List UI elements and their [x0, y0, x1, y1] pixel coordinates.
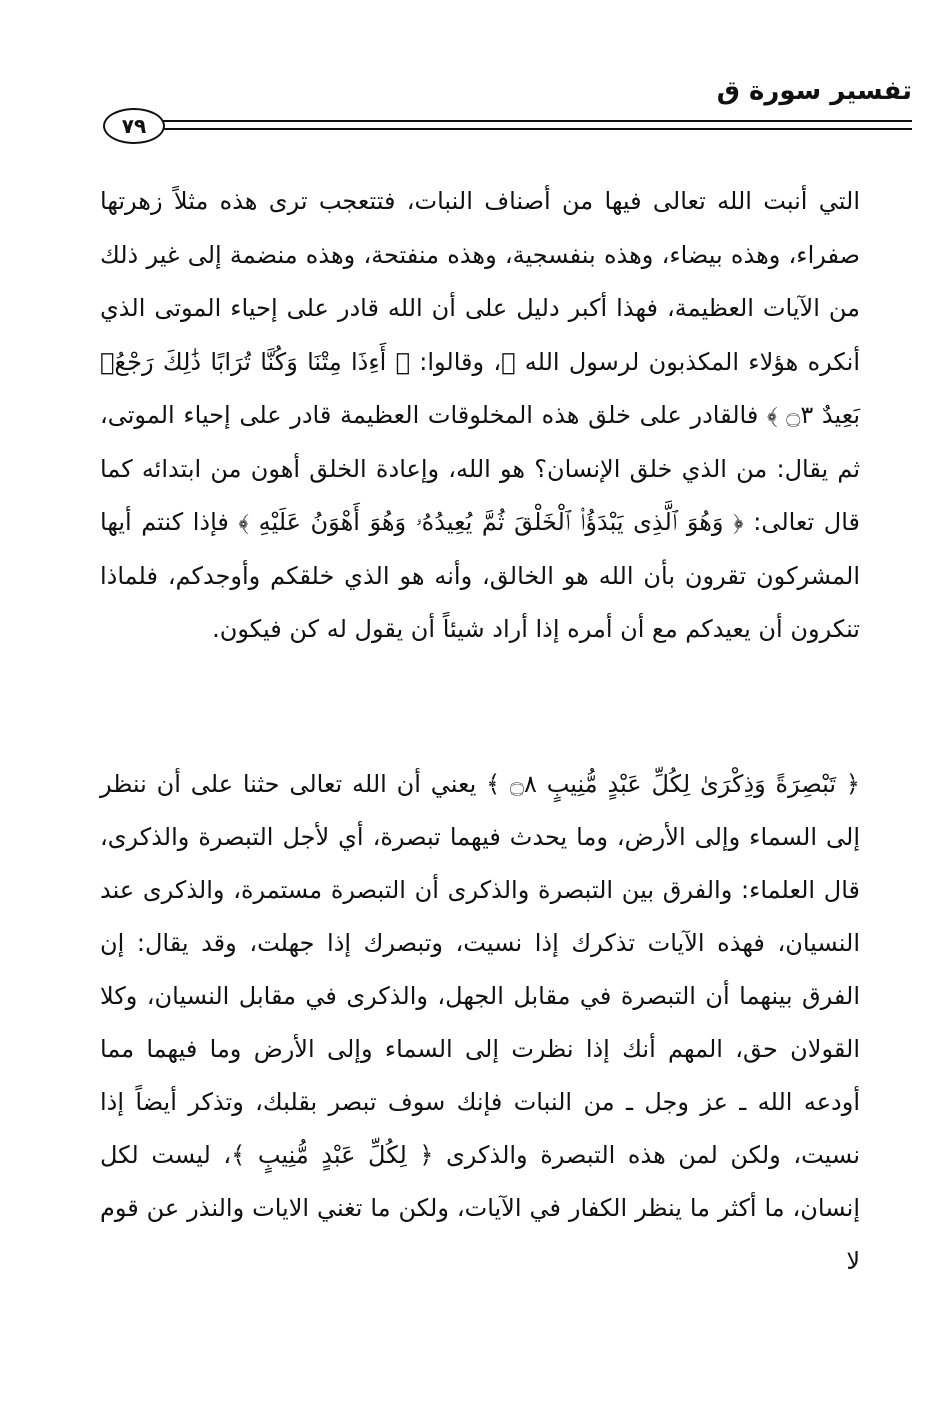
paragraph-text: ﴿ تَبْصِرَةً وَذِكْرَىٰ لِكُلِّ عَبْدٍ مُّنِيبٍ ۝٨ ﴾ يعني أن الله تعالى حثنا على أن ننظر إلى السماء وإلى الأرض، وما يحدث فيهما تبصرة، أي لأجل التبصرة والذكرى، قال العلماء: والفرق بين التبصرة والذكرى أن التبصرة مستمرة، والذكرى عند النسيان، فهذه الآيات تذكرك إذا نسيت، وتبصرك إذا جهلت، وقد يقال: إن الفرق بينهما أن التبصرة في مقابل الجهل، والذكرى في مقابل النسيان، وكلا القولان حق، المهم أنك إذا نظرت إلى السماء وإلى الأرض وما فيهما مما أودعه الله ـ عز وجل ـ من النبات فإنك سوف تبصر بقلبك، وتذكر أيضاً إذا نسيت، ولكن لمن هذه التبصرة والذكرى ﴿ لِكُلِّ عَبْدٍ مُّنِيبٍ ﴾، ليست لكل إنسان، ما أكثر ما ينظر الكفار في الآيات، ولكن ما تغني الايات والنذر عن قوم لا: [100, 770, 860, 1275]
header-rule: [160, 120, 912, 130]
body-paragraph-1: [100, 175, 860, 657]
page-number: ٧٩: [103, 108, 165, 144]
paragraph-text: التي أنبت الله تعالى فيها من أصناف النبات، فتتعجب ترى هذه مثلاً زهرتها صفراء، وهذه بيضاء، وهذه بنفسجية، وهذه منفتحة، وهذه منضمة إلى غير ذلك من الآيات العظيمة، فهذا أكبر دليل على أن الله قادر على إحياء الموتى الذي أنكره هؤلاء المكذبون لرسول الله ﷺ، وقالوا: ﴿ أَءِذَا مِتْنَا وَكُنَّا تُرَابًا ذَٰلِكَ رَجْعُۢ بَعِيدٌ ۝٣ ﴾ فالقادر على خلق هذه المخلوقات العظيمة قادر على إحياء الموتى، ثم يقال: من الذي خلق الإنسان؟ هو الله، وإعادة الخلق أهون من ابتدائه كما قال تعالى: ﴿ وَهُوَ ٱلَّذِى يَبْدَؤُا۟ ٱلْخَلْقَ ثُمَّ يُعِيدُهُۥ وَهُوَ أَهْوَنُ عَلَيْهِ ﴾ فإذا كنتم أيها المشركون تقرون بأن الله هو الخالق، وأنه هو الذي خلقكم وأوجدكم، فلماذا تنكرون أن يعيدكم مع أن أمره إذا أراد شيئاً أن يقول له كن فيكون.: [100, 187, 860, 643]
running-header-title: تفسير سورة ق: [716, 76, 912, 106]
body-paragraph-2: [100, 758, 860, 1288]
